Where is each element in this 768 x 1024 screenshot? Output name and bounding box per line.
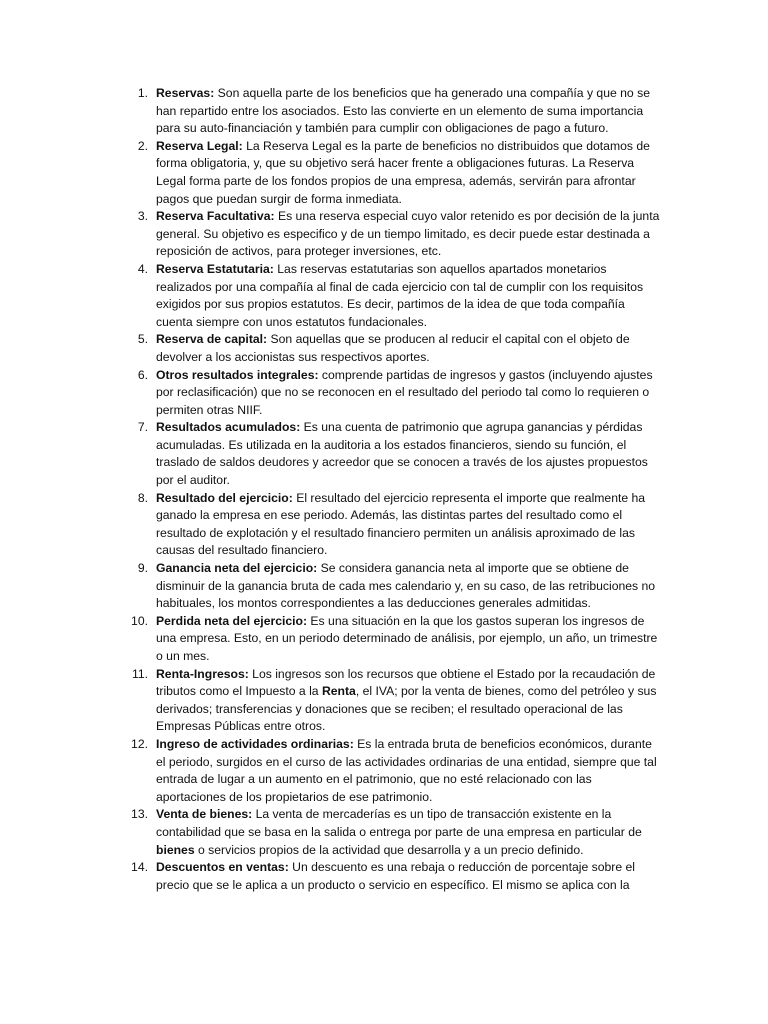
item-number: 1.	[137, 86, 148, 100]
item-text: Es la entrada bruta de beneficios económicos, durante el periodo, surgidos en el curso de las actividades ordinarias de una entidad, siempre que tal entrada de lugar a un aumento en el patrimonio, que no esté relacionado con las aportaciones de los propietarios de ese patrimonio.	[156, 736, 657, 804]
list-item	[116, 490, 662, 560]
list-item	[116, 138, 662, 208]
item-number: 5.	[137, 332, 148, 347]
item-term: Reserva Estatutaria:	[156, 261, 274, 276]
item-term: Otros resultados integrales:	[156, 367, 319, 382]
item-number: 8.	[137, 490, 148, 505]
item-term: Perdida neta del ejercicio:	[156, 613, 308, 628]
item-term: Reserva de capital:	[156, 332, 268, 347]
item-term: Reservas:	[156, 86, 215, 100]
list-item	[116, 419, 662, 489]
item-text-after: , el IVA; por la venta de bienes, como del petróleo y sus derivados; transferencias y donaciones que se reciben; el resultado operacional de las Empresas Públicas entre otros.	[156, 684, 657, 734]
item-number: 4.	[137, 261, 148, 276]
item-number: 2.	[137, 138, 148, 153]
list-item	[116, 560, 662, 613]
item-number: 13.	[131, 807, 148, 822]
item-term: Ganancia neta del ejercicio:	[156, 561, 318, 576]
list-item	[116, 208, 662, 261]
item-number: 11.	[131, 666, 148, 681]
item-number: 12.	[131, 736, 148, 751]
item-number: 7.	[137, 420, 148, 435]
item-number: 3.	[137, 209, 148, 224]
list-item	[116, 367, 662, 420]
item-text: La Reserva Legal es la parte de beneficios no distribuidos que dotamos de forma obligatoria, y, que su objetivo será hacer frente a obligaciones futuras. La Reserva Legal forma parte de los fondos propios de una empresa, además, servirán para afrontar pagos que puedan surgir de forma inmediata.	[156, 138, 650, 206]
item-term: Resultados acumulados:	[156, 420, 301, 435]
item-text: Se considera ganancia neta al importe que se obtiene de disminuir de la ganancia bruta de cada mes calendario y, en su caso, de las retribuciones no habituales, los montos correspondientes a las deducciones generales admitidas.	[156, 561, 656, 611]
list-item	[116, 331, 662, 366]
item-term: Renta-Ingresos:	[156, 666, 249, 681]
item-term: Reserva Facultativa:	[156, 209, 275, 224]
item-text: comprende partidas de ingresos y gastos (incluyendo ajustes por reclasificación) que no se reconocen en el resultado del periodo tal como lo requieren o permiten otras NIIF.	[156, 367, 653, 417]
item-number: 9.	[137, 561, 148, 576]
list-item	[116, 859, 662, 894]
item-text: Es una cuenta de patrimonio que agrupa ganancias y pérdidas acumuladas. Es utilizada en la auditoria a los estados financieros, siendo su función, el traslado de saldos deudores y acreedor que se conocen a través de los ajustes propuestos por el auditor.	[156, 420, 648, 488]
item-term: Venta de bienes:	[156, 807, 253, 822]
list-item	[116, 85, 662, 138]
definitions-list	[116, 85, 662, 894]
list-item	[116, 806, 662, 859]
item-number: 6.	[137, 367, 148, 382]
list-item	[116, 613, 662, 666]
item-text: Es una situación en la que los gastos superan los ingresos de una empresa. Esto, en un periodo determinado de análisis, por ejemplo, un año, un trimestre o un mes.	[156, 613, 658, 663]
item-text: Son aquella parte de los beneficios que ha generado una compañía y que no se han repartido entre los asociados. Esto las convierte en un elemento de suma importancia para su auto-financiación y también para cumplir con obligaciones de pago a futuro.	[156, 86, 650, 136]
item-text-after: o servicios propios de la actividad que desarrolla y a un precio definido.	[194, 842, 584, 857]
item-inline-bold: Renta	[321, 684, 356, 699]
item-text: Es una reserva especial cuyo valor retenido es por decisión de la junta general. Su objetivo es especifico y de un tiempo limitado, es decir puede estar destinada a reposición de activos, para proteger inversiones, etc.	[156, 209, 660, 259]
item-text-before: Los ingresos son los recursos que obtiene el Estado por la recaudación de tributos como el Impuesto a la	[156, 666, 656, 699]
item-text: Son aquellas que se producen al reducir el capital con el objeto de devolver a los accionistas sus respectivos aportes.	[156, 332, 630, 364]
item-number: 10.	[131, 613, 148, 628]
item-text: Las reservas estatutarias son aquellos apartados monetarios realizados por una compañía al final de cada ejercicio con tal de cumplir con los requisitos exigidos por sus propios estatutos. Es decir, partimos de la idea de que toda compañía cuenta siempre con unos estatutos fundacionales.	[156, 261, 644, 329]
item-number: 14.	[131, 860, 148, 875]
item-text: Un descuento es una rebaja o reducción de porcentaje sobre el precio que se le aplica a un producto o servicio en específico. El mismo se aplica con la	[156, 860, 635, 892]
item-text-before: La venta de mercaderías es un tipo de transacción existente en la contabilidad que se basa en la salida o entrega por parte de una empresa en particular de	[156, 807, 642, 839]
list-item	[116, 666, 662, 736]
list-item	[116, 736, 662, 806]
item-inline-bold: bienes	[156, 842, 195, 857]
item-term: Reserva Legal:	[156, 138, 243, 153]
list-item	[116, 261, 662, 331]
item-term: Descuentos en ventas:	[156, 860, 289, 875]
item-term: Resultado del ejercicio:	[156, 490, 293, 505]
item-text: El resultado del ejercicio representa el importe que realmente ha ganado la empresa en ese periodo. Además, las distintas partes del resultado como el resultado de explotación y el resultado financiero permiten un análisis aproximado de las causas del resultado financiero.	[156, 490, 646, 558]
item-term: Ingreso de actividades ordinarias:	[156, 736, 354, 751]
